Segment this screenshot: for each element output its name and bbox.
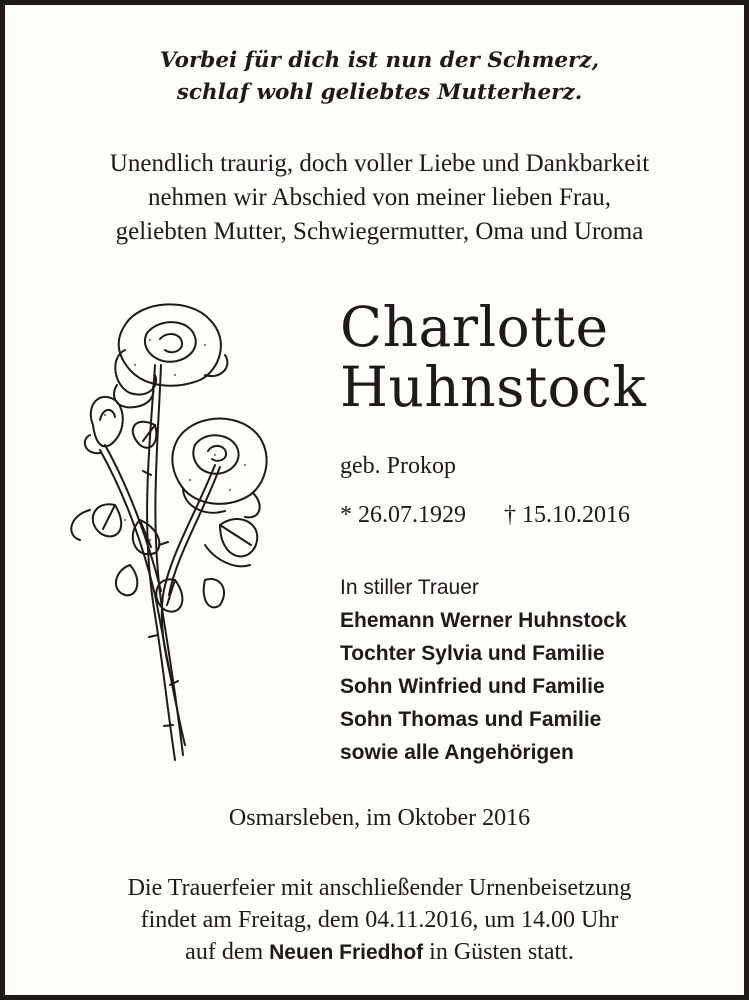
place-and-date: Osmarsleben, im Oktober 2016 (228, 805, 531, 831)
service-line-2: findet am Freitag, dem 04.11.2016, um 14.00 Uhr (140, 907, 619, 933)
intro-line-2: nehmen wir Abschied von meiner lieben Frau, (147, 184, 612, 211)
service-line-3 (5, 936, 749, 969)
motto-line-2: schlaf wohl geliebtes Mutterherz. (176, 80, 583, 105)
cemetery-name: Neuen Friedhof (269, 941, 424, 964)
motto (5, 45, 749, 109)
intro-line-3: geliebten Mutter, Schwiegermutter, Oma und Uroma (115, 218, 644, 245)
service-line-1: Die Trauerfeier mit anschließender Urnenbeisetzung (127, 875, 632, 901)
mourner-item: Sohn Winfried und Familie (340, 675, 605, 698)
intro-line-1: Unendlich traurig, doch voller Liebe und Dankbarkeit (109, 150, 650, 177)
first-name: Charlotte (340, 295, 609, 359)
death-date: † 15.10.2016 (504, 502, 630, 528)
last-name: Huhnstock (340, 355, 647, 419)
service-line-3-pre: auf dem (185, 939, 270, 965)
maiden-name: geb. Prokop (340, 453, 456, 479)
mourner-item: Sohn Thomas und Familie (340, 708, 602, 731)
life-dates (340, 502, 630, 529)
funeral-service-info (5, 872, 749, 969)
intro-text (5, 147, 749, 249)
mourners-heading: In stiller Trauer (340, 576, 479, 599)
service-line-3-post: in Güsten statt. (423, 939, 574, 965)
rose-illustration (55, 295, 285, 775)
motto-line-1: Vorbei für dich ist nun der Schmerz, (159, 48, 600, 73)
mourners-list (340, 571, 627, 769)
mourner-item: sowie alle Angehörigen (340, 741, 574, 764)
deceased-name (340, 297, 646, 417)
mourner-item: Tochter Sylvia und Familie (340, 642, 605, 665)
mourner-item: Ehemann Werner Huhnstock (340, 609, 627, 632)
birth-date: * 26.07.1929 (340, 502, 466, 528)
